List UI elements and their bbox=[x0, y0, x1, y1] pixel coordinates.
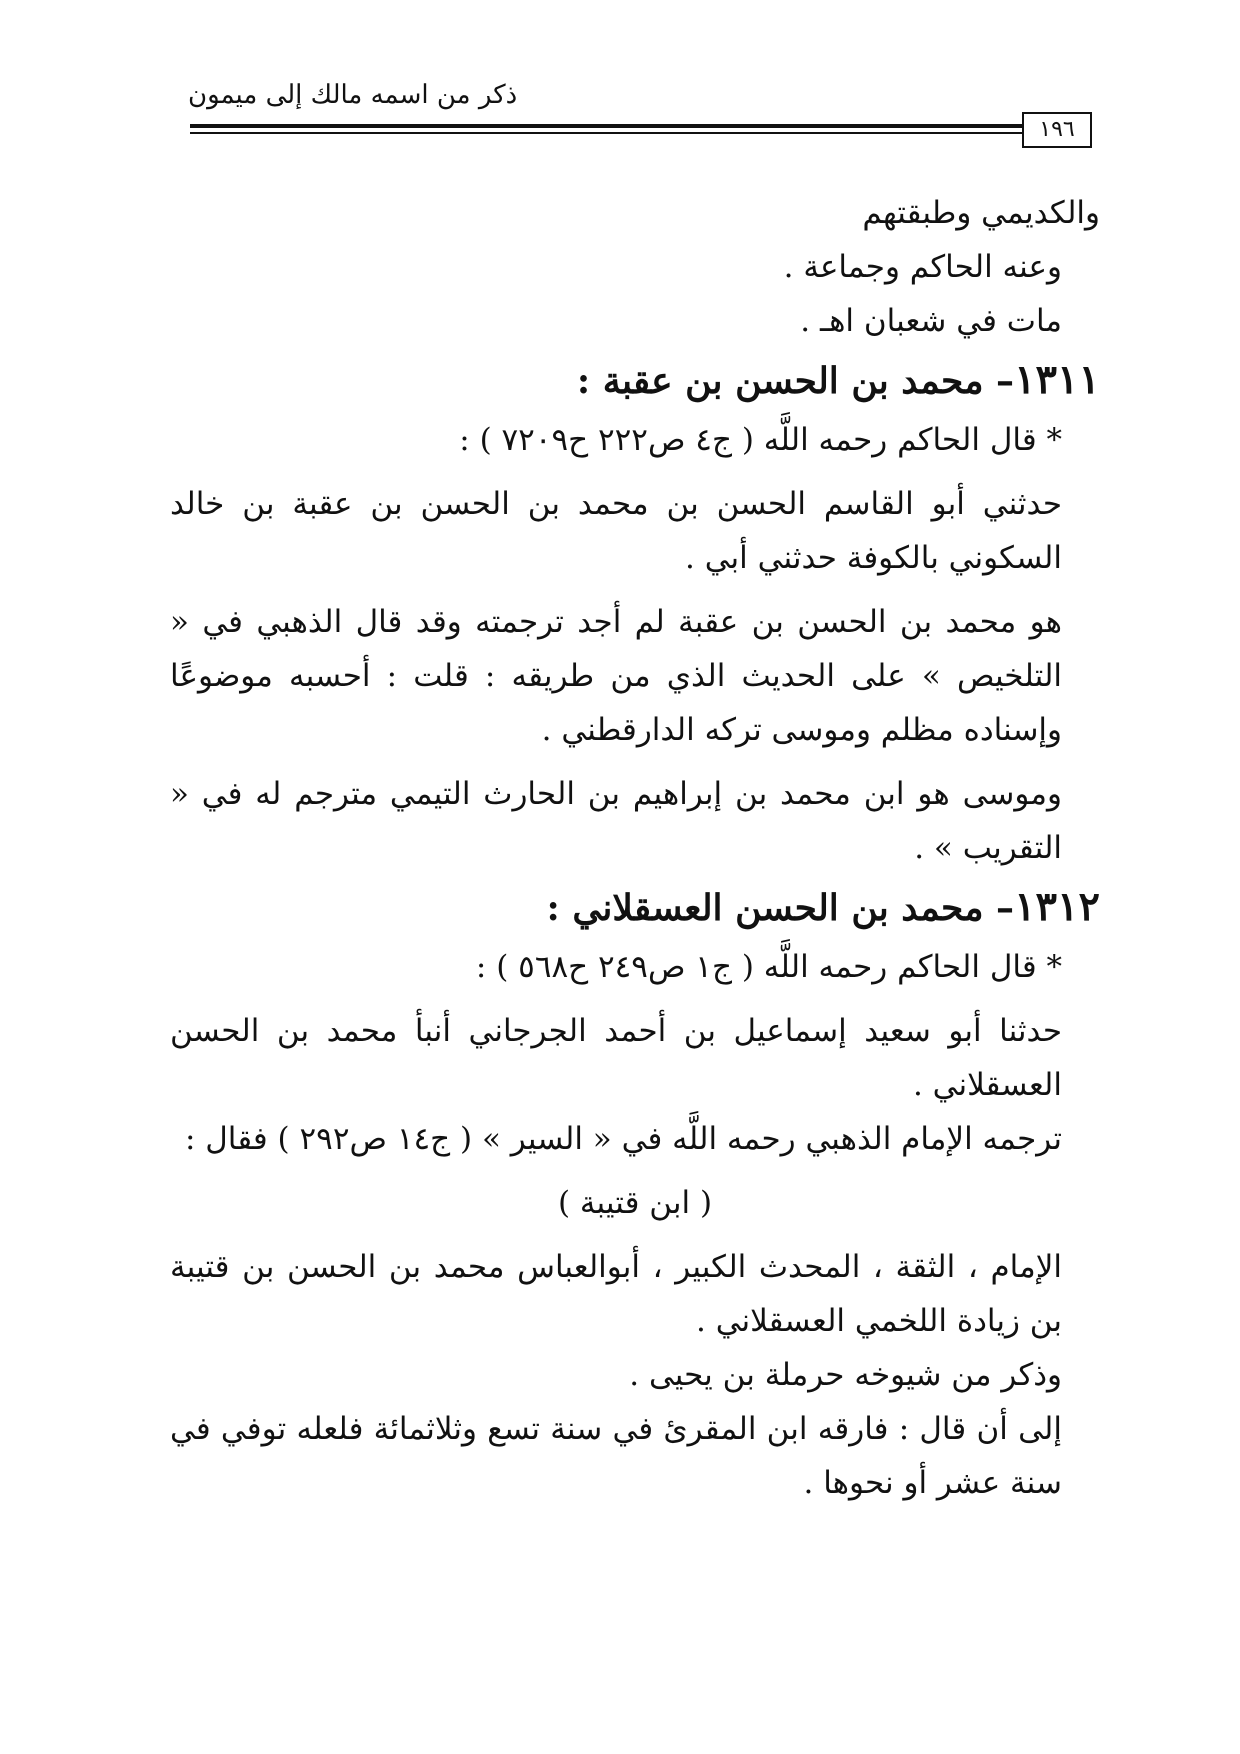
entry-number: ١٣١٢ bbox=[1014, 883, 1100, 930]
paragraph: مات في شعبان اهـ . bbox=[800, 303, 1062, 339]
header-rule-thin bbox=[190, 132, 1070, 134]
subheading: ( ابن قتيبة ) bbox=[557, 1185, 713, 1221]
paragraph: وذكر من شيوخه حرملة بن يحيى . bbox=[629, 1357, 1062, 1393]
paragraph: والكديمي وطبقتهم bbox=[862, 195, 1100, 231]
paragraph: إلى أن قال : فارقه ابن المقرئ في سنة تسع وثلاثمائة فلعله توفي في سنة عشر أو نحوها . bbox=[170, 1411, 1062, 1501]
header-rule-thick bbox=[190, 124, 1070, 128]
entry-heading bbox=[170, 348, 1100, 413]
source-citation: * قال الحاكم رحمه اللَّه ( ج٤ ص٢٢٢ ح٧٢٠٩ ) : bbox=[459, 422, 1062, 458]
paragraph: ترجمه الإمام الذهبي رحمه اللَّه في « السير » ( ج١٤ ص٢٩٢ ) فقال : bbox=[184, 1121, 1062, 1157]
running-title: ذكر من اسمه مالك إلى ميمون bbox=[188, 80, 518, 110]
paragraph: الإمام ، الثقة ، المحدث الكبير ، أبوالعباس محمد بن الحسن بن قتيبة بن زيادة اللخمي العسقلاني . bbox=[170, 1249, 1062, 1339]
entry-title: – محمد بن الحسن العسقلاني : bbox=[546, 887, 1015, 929]
paragraph: وموسى هو ابن محمد بن إبراهيم بن الحارث التيمي مترجم له في « التقريب » . bbox=[170, 776, 1062, 866]
page-number: ١٩٦ bbox=[1022, 112, 1092, 148]
entry-number: ١٣١١ bbox=[1014, 356, 1100, 403]
source-citation: * قال الحاكم رحمه اللَّه ( ج١ ص٢٤٩ ح٥٦٨ ) : bbox=[475, 949, 1062, 985]
paragraph: حدثني أبو القاسم الحسن بن محمد بن الحسن بن عقبة بن خالد السكوني بالكوفة حدثني أبي . bbox=[170, 486, 1062, 576]
page-body bbox=[170, 186, 1100, 1510]
paragraph: حدثنا أبو سعيد إسماعيل بن أحمد الجرجاني أنبأ محمد بن الحسن العسقلاني . bbox=[170, 1013, 1062, 1103]
paragraph: هو محمد بن الحسن بن عقبة لم أجد ترجمته وقد قال الذهبي في « التلخيص » على الحديث الذي من طريقه : قلت : أحسبه موضوعًا وإسناده مظلم وموسى تركه الدارقطني . bbox=[170, 604, 1062, 748]
paragraph: وعنه الحاكم وجماعة . bbox=[783, 249, 1062, 285]
entry-title: – محمد بن الحسن بن عقبة : bbox=[576, 360, 1015, 402]
entry-heading bbox=[170, 875, 1100, 940]
